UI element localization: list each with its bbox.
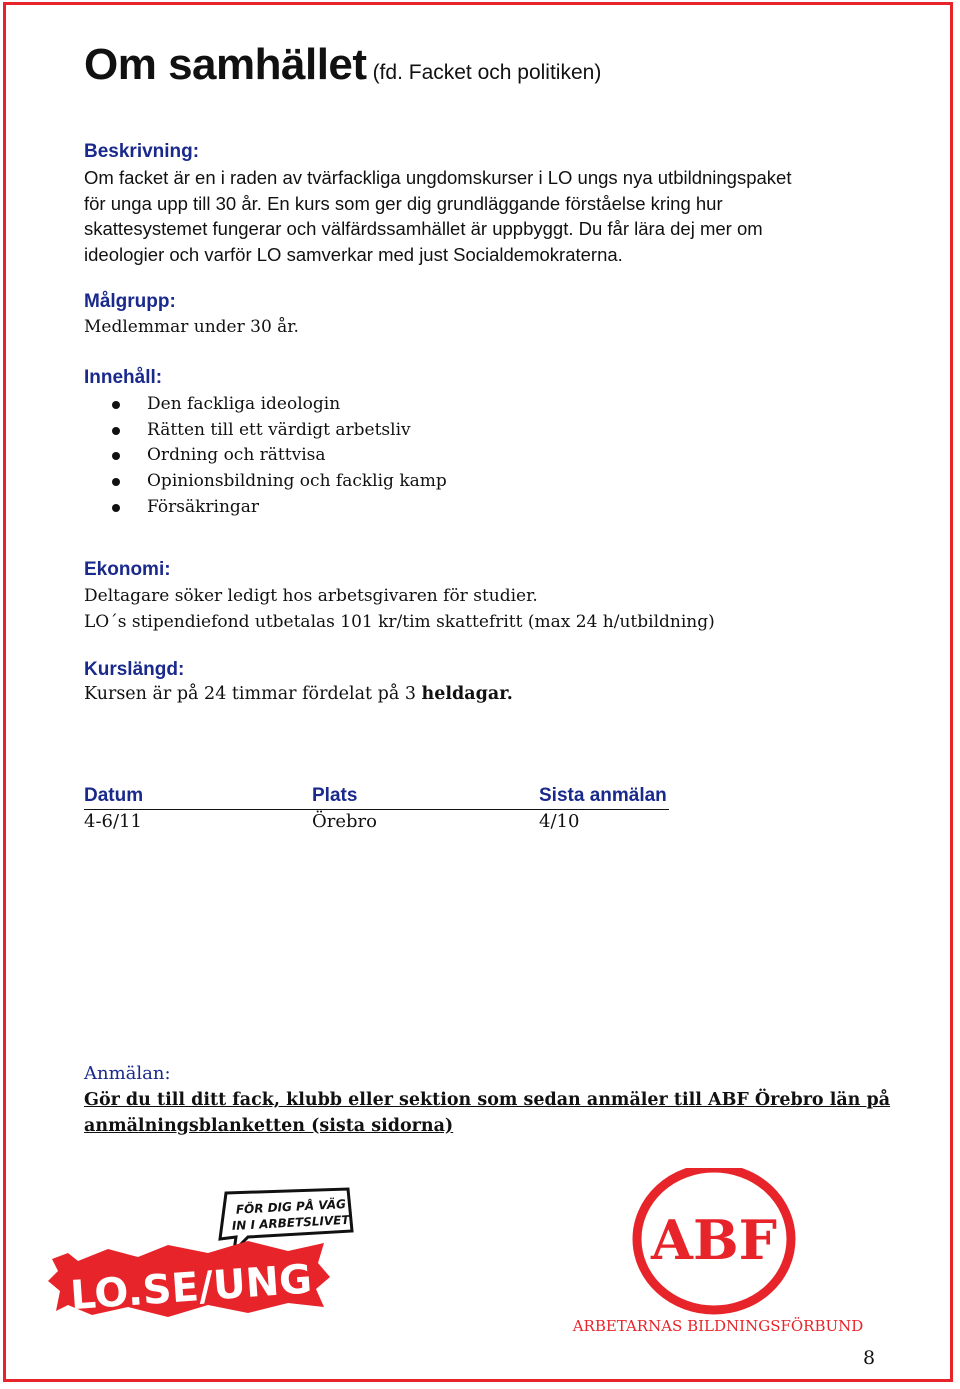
bullet-icon [112, 452, 120, 460]
table-cell-plats: Örebro [312, 811, 377, 832]
beskrivning-text [84, 165, 791, 267]
abf-tagline: ARBETARNAS BILDNINGSFÖRBUND [572, 1317, 864, 1335]
kurslangd-text-bold: heldagar. [421, 684, 513, 704]
beskrivning-line: Om facket är en i raden av tvärfackliga ungdomskurser i LO ungs nya utbildningspaket [84, 167, 792, 188]
anmalan-text [84, 1088, 890, 1139]
table-cell-datum: 4-6/11 [84, 811, 142, 832]
list-item-label: Försäkringar [147, 496, 260, 517]
column-header-sista-anmalan: Sista anmälan [539, 785, 667, 806]
column-header-datum: Datum [84, 785, 144, 806]
list-item [110, 443, 447, 469]
list-item [110, 392, 447, 418]
bullet-icon [112, 504, 120, 512]
ekonomi-line: Deltagare söker ledigt hos arbetsgivaren för studier. [84, 586, 538, 606]
list-item-label: Ordning och rättvisa [147, 445, 326, 466]
list-item [110, 418, 447, 444]
list-item [110, 469, 447, 495]
list-item-label: Den fackliga ideologin [147, 394, 341, 414]
beskrivning-line: skattesystemet fungerar och välfärdssamhället är uppbyggt. Du får lära dej mer om [84, 218, 763, 239]
anmalan-line: Gör du till ditt fack, klubb eller sektion som sedan anmäler till ABF Örebro län på [84, 1090, 891, 1110]
abf-logo [568, 1168, 878, 1338]
page-number: 8 [863, 1347, 876, 1369]
anmalan-line: anmälningsblanketten (sista sidorna) [84, 1115, 454, 1136]
innehall-list [110, 392, 447, 520]
table-cell-sista-anmalan: 4/10 [539, 811, 580, 832]
abf-mark: ABF [651, 1208, 777, 1272]
bullet-icon [112, 478, 120, 486]
malgrupp-text: Medlemmar under 30 år. [84, 317, 299, 337]
beskrivning-line: ideologier och varför LO samverkar med just Socialdemokraterna. [84, 243, 623, 265]
bullet-icon [112, 401, 120, 409]
lo-wordmark: LO.SE/UNG [68, 1256, 314, 1320]
lo-ung-logo [48, 1185, 358, 1325]
title-main: Om samhället [84, 40, 367, 89]
kurslangd-heading: Kurslängd: [84, 659, 185, 680]
innehall-heading: Innehåll: [84, 367, 163, 388]
column-header-plats: Plats [312, 785, 358, 806]
ekonomi-text [84, 584, 715, 635]
bubble-line-1: FÖR DIG PÅ VÄG [235, 1196, 347, 1217]
anmalan-heading: Anmälan: [84, 1063, 171, 1084]
list-item [110, 495, 447, 521]
title-subtitle: (fd. Facket och politiken) [372, 61, 602, 84]
kurslangd-text-regular: Kursen är på 24 timmar fördelat på 3 [84, 684, 422, 704]
beskrivning-heading: Beskrivning: [84, 141, 200, 162]
bullet-icon [112, 427, 120, 435]
page-title [84, 40, 601, 90]
schedule-table-header [84, 785, 669, 810]
kurslangd-text [84, 684, 513, 704]
lo-ung-logo-graphic [48, 1185, 358, 1325]
list-item-label: Rätten till ett värdigt arbetsliv [147, 419, 411, 440]
ekonomi-line: LO´s stipendiefond utbetalas 101 kr/tim skattefritt (max 24 h/utbildning) [84, 611, 715, 632]
list-item-label: Opinionsbildning och facklig kamp [147, 471, 447, 492]
beskrivning-line: för unga upp till 30 år. En kurs som ger dig grundläggande förståelse kring hur [84, 192, 723, 214]
abf-logo-graphic [568, 1168, 878, 1338]
ekonomi-heading: Ekonomi: [84, 559, 171, 580]
bubble-line-2: IN I ARBETSLIVET [231, 1212, 350, 1233]
malgrupp-heading: Målgrupp: [84, 291, 176, 312]
